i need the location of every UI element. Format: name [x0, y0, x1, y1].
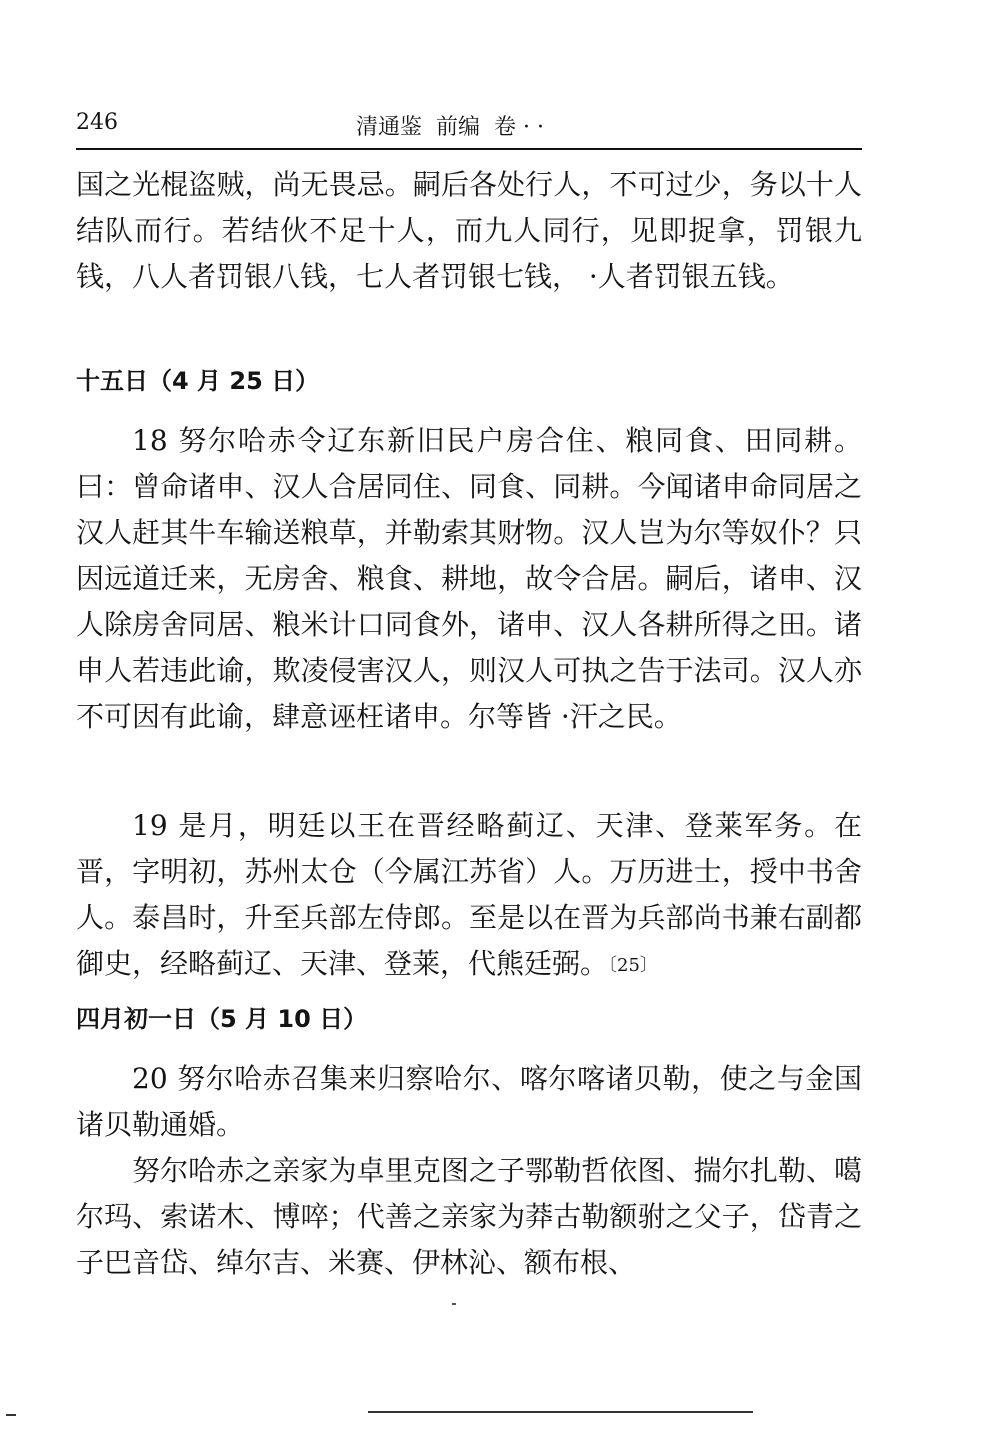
page-number: 246 [76, 110, 118, 135]
paragraph-19-text: 19 是月，明廷以王在晋经略蓟辽、天津、登莱军务。在晋，字明初，苏州太仓（今属江苏省）人。万历进士，授中书舍人。泰昌时，升至兵部左侍郎。至是以在晋为兵部尚书兼右副都御史，经略蓟辽、天津、登莱，代熊廷弼。 [76, 809, 862, 980]
paragraph-20: 20 努尔哈赤召集来归察哈尔、喀尔喀诸贝勒，使之与金国诸贝勒通婚。 [76, 1062, 862, 1141]
left-margin-mark [6, 1414, 16, 1416]
paragraph-continued: 国之光棍盗贼，尚无畏忌。嗣后各处行人，不可过少，务以十人结队而行。若结伙不足十人，而九人同行，见即捉拿，罚银九钱，八人者罚银八钱，七人者罚银七钱， ·人者罚银五钱。 [76, 168, 862, 293]
scan-speck [452, 1303, 456, 1305]
paragraph-21: 努尔哈赤之亲家为卓里克图之子鄂勒哲依图、揣尔扎勒、噶尔玛、索诺木、博啐；代善之亲家为莽古勒额驸之父子，岱青之子巴音岱、绰尔吉、米赛、伊林沁、额布根、 [76, 1154, 862, 1279]
paragraph-18: 18 努尔哈赤令辽东新旧民户房合住、粮同食、田同耕。曰：曾命诸申、汉人合居同住、同食、同耕。今闻诸申命同居之汉人赶其牛车输送粮草，并勒索其财物。汉人岂为尔等奴仆？只因远道迁来，无房舍、粮食、耕地，故令合居。嗣后，诸申、汉人除房舍同居、粮米计口同食外，诸申、汉人各耕所得之田。诸申人若违此谕，欺凌侵害汉人，则汉人可执之告于法司。汉人亦不可因有此谕，肆意诬枉诸申。尔等皆 ·汗之民。 [76, 424, 862, 733]
note-reference: 〔25〕 [608, 955, 658, 976]
paragraph-19 [76, 803, 862, 989]
date-heading-15th: 十五日（4 月 25 日） [76, 367, 320, 395]
footer-rule [368, 1411, 753, 1413]
running-head: 清通鉴 前编 卷 · · [356, 115, 544, 140]
header-rule [76, 148, 862, 150]
date-heading-4th-month-1st: 四月初一日（5 月 10 日） [76, 1005, 368, 1033]
